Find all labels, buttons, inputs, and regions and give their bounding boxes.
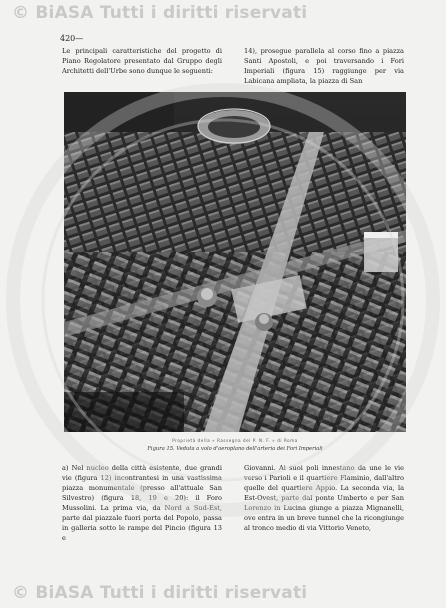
text-column-bottom-right: Giovanni. Ai suoi poli innestano da une le vie verso i Parioli e il quartiere Flaminio, dall'altro quelle del quartiere Appio. La seconda via, la Est-Ovest, parte dal ponte Umberto e per San Lorenzo in Lucina giunge a piazza Mignanelli, ove entra in un breve tunnel che la ricongiunge al tronco medio di via Vittorio Veneto, (244, 464, 404, 532)
text-column-bottom-left: a) Nel nucleo della città esistente, due grandi vie (figura 12) incontrantesi in una vastissima piazza monumentale (presso all'attuale San Silvestro) (figura 18, 19 e 20): il Foro Mussolini. La prima via, da Nord a Sud-Est, parte dal piazzale fuori porta del Popolo, passa in galleria sotto le rampe del Pincio (figura 13 e (62, 464, 222, 542)
watermark-bottom: © BiASA Tutti i diritti riservati (12, 583, 308, 603)
watermark-top: © BiASA Tutti i diritti riservati (12, 3, 308, 23)
aerial-photo-figure (64, 92, 406, 432)
figure-caption: Figura 15. Veduta a volo d'aeroplano dell'arteria dei Fori Imperiali (147, 446, 323, 452)
text-column-top-right: 14), prosegue parallela al corso fino a piazza Santi Apostoli, e poi traversando i Fori Imperiali (figura 15) raggiunge per via Labicana ampliata, la piazza di San (244, 47, 404, 85)
page-number: 420— (60, 34, 84, 43)
aerial-city-illustration (64, 92, 406, 432)
figure-credit: Proprietà della « Rassegna del P. N. F. » di Roma (172, 438, 298, 443)
text-column-top-left: Le principali caratteristiche del progetto di Piano Regolatore presentato dal Gruppo degli Architetti dell'Urbe sono dunque le seguenti: (62, 47, 222, 75)
